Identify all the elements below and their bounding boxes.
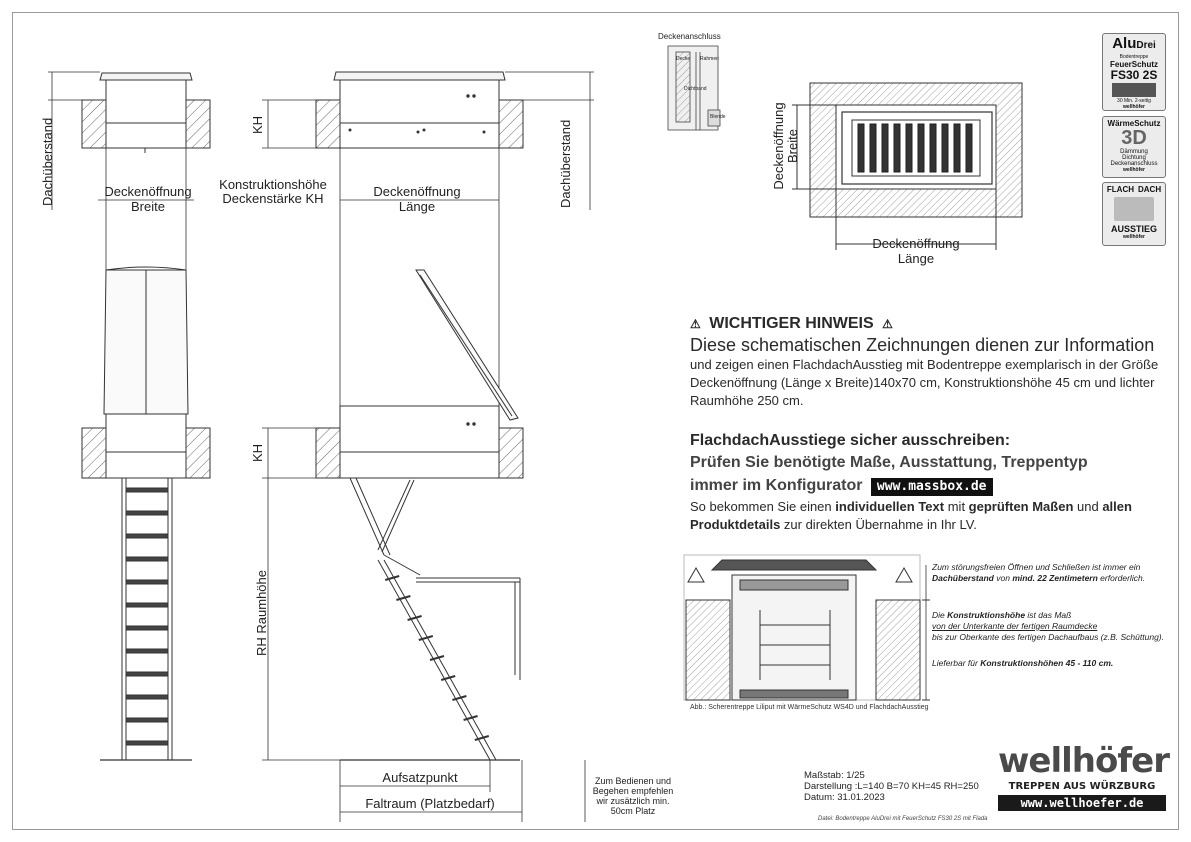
note1c: von (993, 573, 1013, 583)
rh-raumhoehe-label: RH Raumhöhe (254, 570, 269, 656)
note2c: ist das Maß (1025, 610, 1072, 620)
breite-text: Breite (131, 199, 165, 214)
fd-top2: DACH (1138, 185, 1162, 194)
ws-l3: Deckenanschluss (1110, 161, 1158, 167)
plan-rung (882, 124, 888, 172)
bedienen-line-2: Begehen empfehlen (592, 786, 674, 796)
note1b: Dachüberstand (932, 573, 994, 583)
kh-label-middle: KH (250, 443, 265, 462)
plan-deckenoeffnung-text: Deckenöffnung (771, 102, 786, 190)
p2a: Produktdetails (690, 517, 781, 532)
laenge-text: Länge (398, 199, 436, 214)
side-view-closed-long (316, 72, 523, 148)
alu-small: Bodentreppe (1119, 54, 1149, 60)
konstruktionshoehe-text: Konstruktionshöhe (219, 177, 327, 192)
p1b: individuellen Text (835, 499, 945, 514)
ladder-rung (126, 580, 168, 584)
illustration-diagram (684, 555, 930, 700)
illustration-note-1 (932, 562, 1172, 584)
deckenoeffnung-text-2: Deckenöffnung (373, 184, 461, 199)
plan-rung (942, 124, 948, 172)
plan-rung (966, 124, 972, 172)
ladder-rung (126, 603, 168, 607)
ws-big: 3D (1121, 127, 1147, 149)
ladder-rung (126, 534, 168, 538)
bedienen-line-1: Zum Bedienen und (594, 776, 672, 786)
p2b: zur direkten Übernahme in Ihr LV. (780, 517, 977, 532)
wellhoefer-logo[interactable] (998, 741, 1169, 814)
fs-line3: 30 Min. 2-seitig (1117, 98, 1151, 104)
detail-tag-3: Dichtband (684, 86, 707, 92)
badge-alu-fs30 (1102, 33, 1166, 111)
illustration-note-3 (932, 658, 1172, 669)
ladder-rungs-narrow (126, 488, 168, 745)
deckenoeffnung-text: Deckenöffnung (104, 184, 192, 199)
note1e: erforderlich. (1097, 573, 1146, 583)
brand-tagline: TREPPEN AUS WÜRZBURG (1008, 781, 1156, 792)
darstellung: Darstellung :L=140 B=70 KH=45 RH=250 (804, 781, 979, 792)
dachueberstand-label-left: Dachüberstand (40, 117, 55, 206)
note3b: Konstruktionshöhen 45 - 110 cm. (980, 658, 1114, 668)
warning-icon: ⚠ (882, 317, 893, 331)
fs-image (1112, 83, 1156, 97)
ladder-rung (126, 557, 168, 561)
plan-rung (954, 124, 960, 172)
note3a: Lieferbar für (932, 658, 981, 668)
massbox-url-box[interactable]: www.massbox.de (871, 478, 993, 496)
plan-rung (918, 124, 924, 172)
dim-lines-middle (262, 428, 585, 822)
faltraum-label: Faltraum (Platzbedarf) (365, 796, 495, 811)
plan-rung (930, 124, 936, 172)
ws-brand: wellhöfer (1123, 167, 1145, 173)
deckenstaerke-text: Deckenstärke KH (222, 191, 324, 206)
ladder-rung (126, 672, 168, 676)
ausschreiben-block (690, 430, 1170, 534)
bedienen-line-3: wir zusätzlich min. (596, 796, 670, 806)
hinweis-line-1: Diese schematischen Zeichnungen dienen zur Information (690, 335, 1155, 355)
note2e: bis zur Oberkante des fertigen Dachaufbaus (z.B. Schüttung). (932, 632, 1164, 642)
detail-tag-2: Rahmen (700, 56, 719, 62)
note2a: Die (932, 610, 948, 620)
plan-deckenoeffnung-laenge (856, 236, 976, 266)
fs-line2: FS30 2S (1110, 68, 1158, 82)
fd-bottom: AUSSTIEG (1110, 224, 1157, 234)
datum: Datum: 31.01.2023 (804, 792, 885, 803)
kh-label-top: KH (250, 115, 265, 134)
ladder-rung (126, 511, 168, 515)
ausschreiben-title: FlachdachAusstiege sicher ausschreiben: (690, 432, 1011, 449)
massstab: Maßstab: 1/25 (804, 770, 865, 781)
ausschreiben-sub1: Prüfen Sie benötigte Maße, Ausstattung, Treppentyp (690, 454, 1088, 471)
badge-waermeschutz (1102, 116, 1166, 178)
note2d: von der Unterkante der fertigen Raumdecke (932, 621, 1098, 631)
hinweis-line-2: und zeigen einen FlachdachAusstieg mit Bodentreppe exemplarisch in der Größe (690, 357, 1159, 372)
konstruktionshoehe-label (210, 178, 336, 206)
deckenoeffnung-breite-label (96, 184, 200, 214)
fs-line1: FeuerSchutz (1109, 60, 1158, 69)
bedienen-line-4: 50cm Platz (610, 806, 656, 816)
dachueberstand-label-right: Dachüberstand (558, 119, 573, 208)
ladder-rung (126, 741, 168, 745)
p1c: mit (944, 499, 969, 514)
p1f: allen (1102, 499, 1132, 514)
ws-title: WärmeSchutz (1107, 119, 1161, 128)
plan-deckenoeffnung-text-2: Deckenöffnung (872, 236, 960, 251)
alu-main: Alu (1112, 35, 1137, 52)
hinweis-line-4: Raumhöhe 250 cm. (690, 393, 804, 408)
brand-url[interactable]: www.wellhoefer.de (998, 795, 1166, 811)
brand-name: wellhöfer (998, 741, 1169, 781)
note1d: mind. 22 Zentimetern (1012, 573, 1098, 583)
alu-sub: Drei (1136, 40, 1156, 51)
p1a: So bekommen Sie einen (690, 499, 836, 514)
badge-flachdach-ausstieg (1102, 182, 1166, 246)
hinweis-line-3: Deckenöffnung (Länge x Breite)140x70 cm, Konstruktionshöhe 45 cm und lichter (690, 375, 1155, 390)
fd-top1: FLACH (1106, 185, 1134, 194)
plan-breite-text: Breite (785, 129, 800, 163)
warning-icon: ⚠ (690, 317, 701, 331)
note1a: Zum störungsfreien Öffnen und Schließen ist immer ein (932, 562, 1141, 572)
open-view-long (316, 270, 523, 760)
illustration-caption: Abb.: Scherentreppe Liliput mit WärmeSchutz WS4D und FlachdachAusstieg (690, 704, 929, 711)
plan-rung (870, 124, 876, 172)
ladder-rung (126, 649, 168, 653)
detail-tag-1: Decke (676, 56, 691, 62)
ladder-rung (126, 718, 168, 722)
plan-deckenoeffnung-breite (772, 96, 800, 196)
ws-l1: Dämmung (1120, 149, 1148, 155)
plan-rung (894, 124, 900, 172)
deckenanschluss-title: Deckenanschluss (658, 32, 721, 41)
plan-rung (858, 124, 864, 172)
plan-laenge-text: Länge (897, 251, 935, 266)
bedienen-note (586, 776, 680, 816)
ladder-rung (126, 695, 168, 699)
hinweis-block (690, 314, 1170, 410)
p1d: geprüften Maßen (968, 499, 1074, 514)
plan-rung (906, 124, 912, 172)
meta-block (804, 770, 979, 803)
deckenoeffnung-laenge-label (352, 184, 482, 214)
fs-brand: wellhöfer (1123, 104, 1145, 110)
ws-l2: Dichtung (1122, 155, 1146, 161)
fd-image (1114, 197, 1154, 221)
fd-brand: wellhöfer (1123, 234, 1145, 240)
ausschreiben-sub2: immer im Konfigurator (690, 477, 863, 494)
datei-label: Datei: Bodentreppe AluDrei mit FeuerSchutz FS30 2S mit Flada (818, 816, 988, 822)
aufsatzpunkt-label: Aufsatzpunkt (382, 770, 458, 785)
note2b: Konstruktionshöhe (947, 610, 1026, 620)
hinweis-title: WICHTIGER HINWEIS (709, 315, 874, 332)
detail-tag-4: Blende (710, 114, 726, 120)
side-view-closed-narrow (82, 73, 210, 153)
ladder-rung (126, 488, 168, 492)
illustration-note-2 (932, 610, 1172, 643)
ladder-rung (126, 626, 168, 630)
p1e: und (1073, 499, 1103, 514)
